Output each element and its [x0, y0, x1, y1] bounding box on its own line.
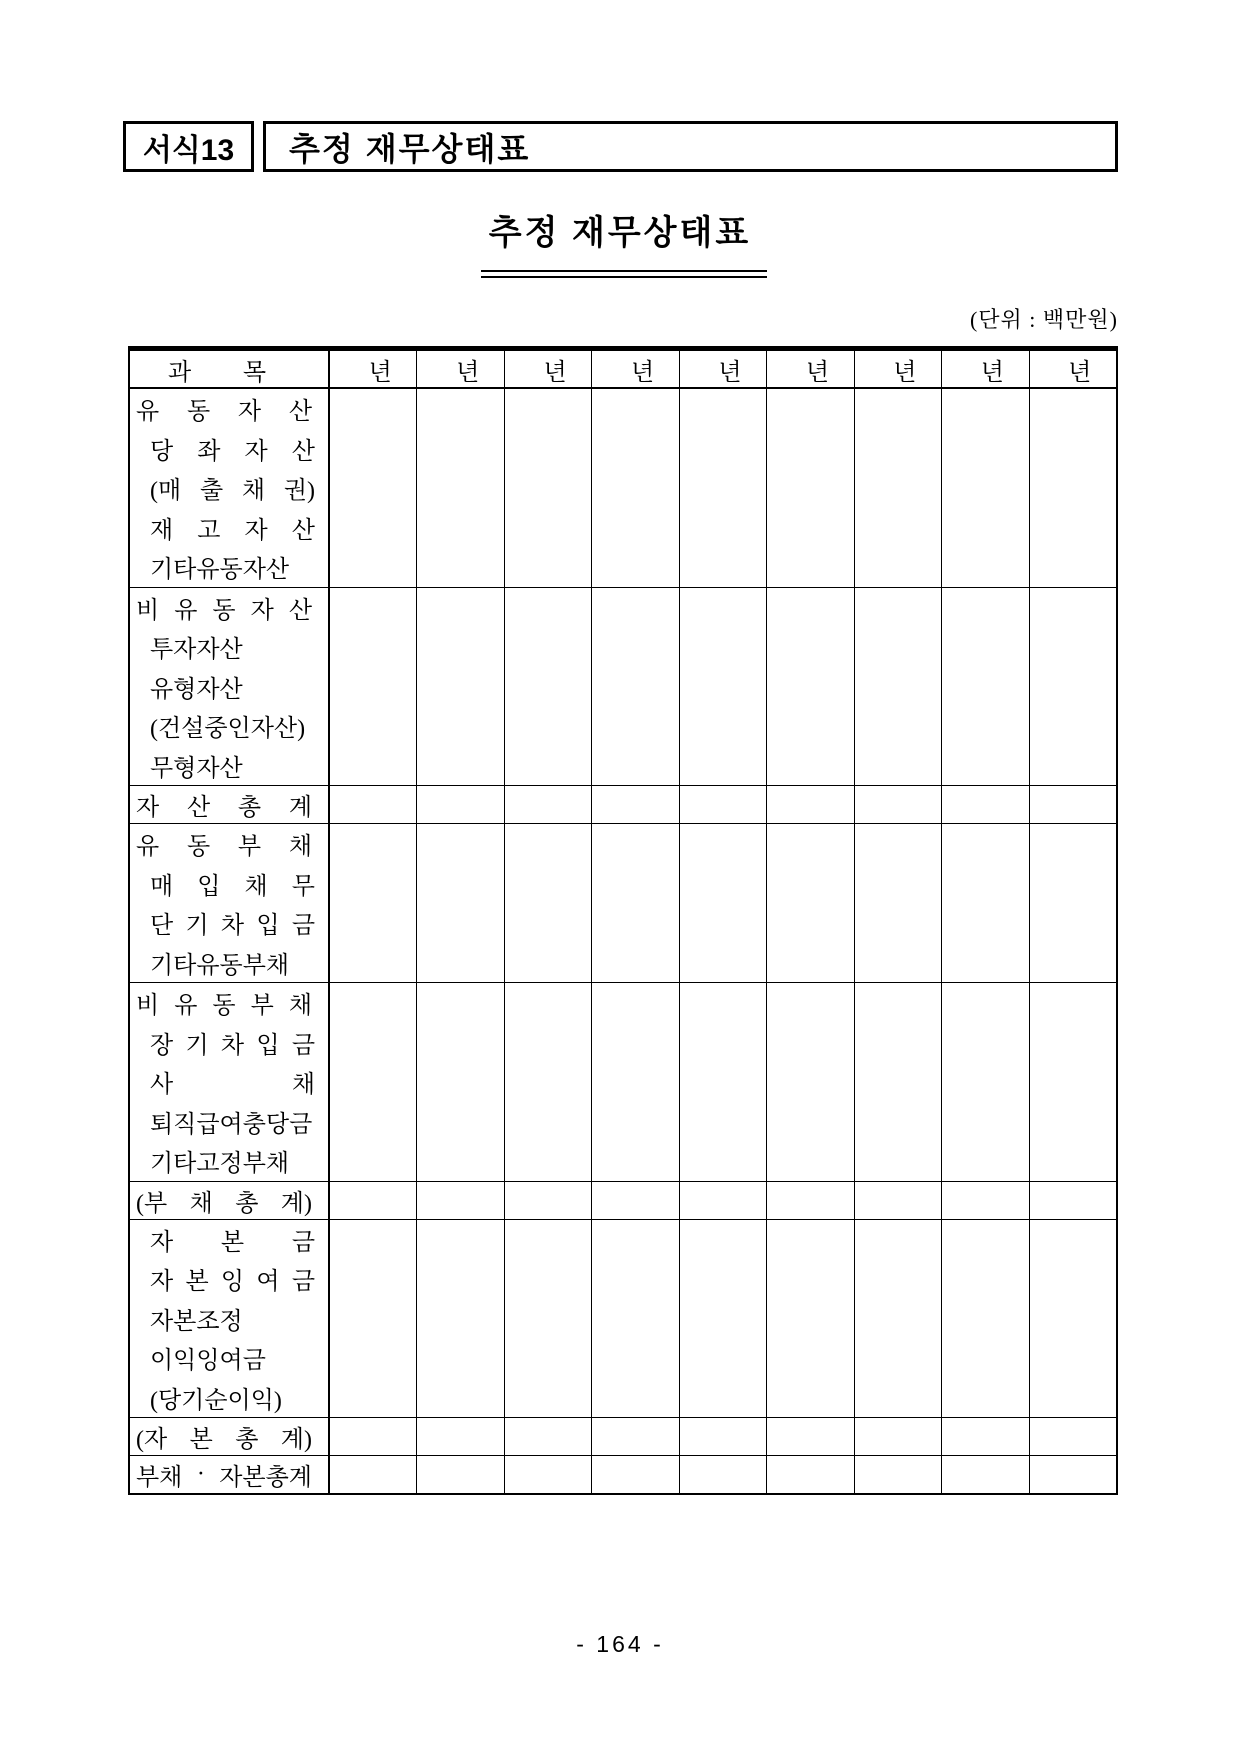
label-token: 채	[244, 873, 268, 900]
label-token: 사	[150, 1072, 174, 1099]
header-year-cell: 년	[942, 351, 1029, 387]
data-cell	[767, 983, 854, 1181]
data-cell	[942, 1418, 1029, 1455]
data-cell	[1030, 1220, 1116, 1418]
row-label: 기타유동부채	[150, 952, 290, 979]
row-label	[130, 1456, 328, 1493]
data-cell	[330, 1418, 417, 1455]
row-label: 투자자산	[150, 637, 243, 664]
label-token: 계)	[280, 1190, 312, 1217]
label-token: 유	[174, 993, 198, 1020]
label-token: 유	[174, 597, 198, 624]
data-cell	[767, 786, 854, 823]
data-cell	[505, 983, 592, 1181]
row-label: 유형자산	[150, 676, 243, 703]
row-label	[130, 864, 328, 904]
data-cell	[767, 824, 854, 982]
row-label	[130, 1062, 328, 1102]
header-year-cell: 년	[592, 351, 679, 387]
data-cell	[592, 588, 679, 786]
data-cell	[767, 1418, 854, 1455]
data-cell	[505, 1220, 592, 1418]
row-label-cell	[130, 1182, 330, 1219]
row-label	[130, 903, 328, 943]
row-label: 자본조정	[150, 1308, 243, 1335]
row-label-cell	[130, 824, 330, 982]
header-year-cell: 년	[767, 351, 854, 387]
row-label	[130, 1182, 328, 1219]
label-token: 산	[288, 399, 312, 426]
data-cell	[680, 389, 767, 587]
label-token: 자	[244, 438, 268, 465]
data-cell	[417, 1182, 504, 1219]
label-token: (자	[136, 1427, 168, 1453]
data-cell	[417, 1418, 504, 1455]
label-token: 자본총계	[219, 1465, 312, 1491]
data-cell	[592, 983, 679, 1181]
data-cell	[855, 1456, 942, 1493]
table-group-row	[130, 1220, 1116, 1419]
data-cell	[942, 1220, 1029, 1418]
label-token: 산	[288, 597, 312, 624]
document-title: 추정 재무상태표	[488, 215, 752, 252]
header-item-label	[130, 351, 328, 387]
data-cell	[330, 824, 417, 982]
label-token: 목	[242, 359, 266, 386]
label-token: 금	[291, 1032, 315, 1059]
label-token: 금	[291, 1229, 315, 1256]
label-token: 본	[220, 1229, 245, 1256]
label-token: 채	[241, 478, 266, 505]
data-cell	[505, 824, 592, 982]
label-token: 기	[185, 913, 209, 940]
label-token: 차	[220, 1032, 245, 1059]
data-cell	[330, 983, 417, 1181]
data-cell	[767, 588, 854, 786]
label-token: 총	[237, 795, 262, 821]
data-cell	[330, 1220, 417, 1418]
data-cell	[592, 1456, 679, 1493]
table-header-row	[130, 351, 1116, 389]
label-token: 당	[150, 438, 174, 465]
row-label	[130, 508, 328, 548]
row-label	[130, 983, 328, 1023]
data-cell	[505, 1456, 592, 1493]
data-cell	[505, 389, 592, 587]
row-label: 기타유동자산	[150, 557, 290, 584]
data-cell	[505, 1418, 592, 1455]
header-year-cell: 년	[505, 351, 592, 387]
data-cell	[592, 1182, 679, 1219]
header-year-cell: 년	[1068, 359, 1092, 386]
data-cell	[417, 588, 504, 786]
header-item-cell	[130, 351, 330, 387]
row-label-cell	[130, 1418, 330, 1455]
header-year-cell: 년	[417, 351, 504, 387]
data-cell	[942, 1456, 1029, 1493]
data-cell	[942, 389, 1029, 587]
data-cell	[680, 588, 767, 786]
label-token: (부	[136, 1190, 168, 1217]
data-cell	[855, 824, 942, 982]
data-cell	[680, 983, 767, 1181]
label-token: 채	[291, 1072, 315, 1099]
data-cell	[1030, 824, 1116, 982]
label-token: 비	[136, 597, 160, 624]
data-cell	[330, 389, 417, 587]
data-cell	[417, 786, 504, 823]
data-cell	[330, 588, 417, 786]
label-token: 자	[237, 399, 262, 426]
data-cell	[417, 983, 504, 1181]
table-group-row	[130, 588, 1116, 787]
data-cell	[855, 983, 942, 1181]
data-cell	[767, 389, 854, 587]
label-token: (매	[150, 478, 182, 505]
label-token: 금	[291, 1269, 315, 1296]
label-token: 입	[256, 1032, 280, 1059]
data-cell	[417, 824, 504, 982]
label-token: 본	[189, 1427, 213, 1453]
data-cell	[330, 1456, 417, 1493]
label-token: 유	[136, 399, 160, 426]
data-cell	[592, 389, 679, 587]
row-label	[130, 1220, 328, 1260]
data-cell	[1030, 1456, 1116, 1493]
label-token: 자	[150, 1229, 174, 1256]
table-group-row	[130, 983, 1116, 1182]
label-token: 자	[244, 517, 268, 544]
table-group-row	[130, 389, 1116, 588]
label-token: 동	[186, 834, 211, 861]
label-token: 비	[136, 993, 160, 1020]
data-cell	[767, 1456, 854, 1493]
label-token: 동	[186, 399, 211, 426]
table-group-row	[130, 786, 1116, 824]
label-token: 단	[150, 913, 174, 940]
data-cell	[592, 786, 679, 823]
label-token: 기	[185, 1032, 209, 1059]
financial-table	[128, 346, 1118, 1495]
data-cell	[680, 1418, 767, 1455]
label-token: 계)	[280, 1427, 312, 1453]
label-token: 잉	[220, 1269, 245, 1296]
label-token: 재	[150, 517, 174, 544]
data-cell	[505, 1182, 592, 1219]
data-cell	[505, 588, 592, 786]
label-token: ·	[196, 1461, 205, 1487]
title-double-underline	[481, 270, 767, 278]
label-token: 매	[150, 873, 174, 900]
label-token: 부채	[136, 1465, 183, 1491]
header-year-cell: 년	[680, 351, 767, 387]
label-token: 부	[250, 993, 274, 1020]
row-label: (당기순이익)	[150, 1387, 282, 1414]
row-label-cell	[130, 1456, 330, 1493]
row-label: 기타고정부채	[150, 1151, 290, 1178]
row-label: 이익잉여금	[150, 1348, 266, 1375]
data-cell	[330, 786, 417, 823]
table-group-row	[130, 1456, 1116, 1493]
data-cell	[942, 786, 1029, 823]
data-cell	[680, 1220, 767, 1418]
data-cell	[942, 1182, 1029, 1219]
data-cell	[417, 1220, 504, 1418]
data-cell	[942, 983, 1029, 1181]
data-cell	[855, 1220, 942, 1418]
label-token: 동	[212, 597, 236, 624]
data-cell	[855, 588, 942, 786]
label-token: 채	[288, 993, 312, 1020]
data-cell	[505, 786, 592, 823]
label-token: 여	[256, 1269, 280, 1296]
page-number: - 164 -	[576, 1631, 664, 1657]
label-token: 총	[235, 1427, 259, 1453]
label-token: 총	[235, 1190, 259, 1217]
table-group-row	[130, 1418, 1116, 1456]
unit-note: (단위 : 백만원)	[969, 307, 1118, 332]
label-token: 채	[189, 1190, 213, 1217]
label-token: 산	[291, 517, 315, 544]
label-token: 부	[237, 834, 262, 861]
data-cell	[767, 1220, 854, 1418]
label-token: 무	[291, 873, 315, 900]
data-cell	[855, 1418, 942, 1455]
label-token: 장	[150, 1032, 174, 1059]
data-cell	[767, 1182, 854, 1219]
data-cell	[942, 824, 1029, 982]
header-year-cell: 년	[855, 351, 942, 387]
data-cell	[592, 824, 679, 982]
label-token: 본	[185, 1269, 209, 1296]
label-token: 계	[288, 795, 312, 821]
label-token: 금	[291, 913, 315, 940]
label-token: 자	[136, 795, 160, 821]
row-label	[130, 1418, 328, 1455]
row-label	[130, 1023, 328, 1063]
label-token: 채	[288, 834, 312, 861]
row-label-cell	[130, 1220, 330, 1418]
label-token: 유	[136, 834, 160, 861]
label-token: 자	[250, 597, 274, 624]
label-token: 산	[186, 795, 211, 821]
row-label	[130, 824, 328, 864]
label-token: 과	[168, 359, 192, 386]
data-cell	[330, 1182, 417, 1219]
row-label: (건설중인자산)	[150, 716, 306, 743]
data-cell	[1030, 1182, 1116, 1219]
row-label-cell	[130, 389, 330, 587]
data-cell	[680, 824, 767, 982]
row-label	[130, 389, 328, 429]
data-cell	[592, 1220, 679, 1418]
label-token: 동	[212, 993, 236, 1020]
form-header	[123, 121, 1118, 172]
data-cell	[680, 786, 767, 823]
table-group-row	[130, 1182, 1116, 1220]
label-token: 자	[150, 1269, 174, 1296]
data-cell	[417, 389, 504, 587]
data-cell	[680, 1456, 767, 1493]
data-cell	[1030, 983, 1116, 1181]
data-cell	[592, 1418, 679, 1455]
row-label-cell	[130, 983, 330, 1181]
row-label	[130, 429, 328, 469]
data-cell	[855, 786, 942, 823]
row-label: 퇴직급여충당금	[150, 1111, 313, 1138]
row-label-cell	[130, 588, 330, 786]
data-cell	[942, 588, 1029, 786]
row-label-cell	[130, 786, 330, 823]
data-cell	[417, 1456, 504, 1493]
row-label	[130, 588, 328, 628]
data-cell	[1030, 389, 1116, 587]
form-title-bar: 추정 재무상태표	[263, 121, 1118, 172]
table-group-row	[130, 824, 1116, 983]
data-cell	[1030, 1418, 1116, 1455]
form-code-badge: 서식13	[123, 121, 254, 172]
label-token: 고	[197, 517, 221, 544]
label-token: 입	[256, 913, 280, 940]
data-cell	[855, 1182, 942, 1219]
row-label	[130, 1259, 328, 1299]
data-cell	[680, 1182, 767, 1219]
label-token: 권)	[283, 478, 315, 505]
row-label	[130, 468, 328, 508]
data-cell	[1030, 588, 1116, 786]
label-token: 산	[291, 438, 315, 465]
header-year-cell: 년	[330, 351, 417, 387]
label-token: 입	[197, 873, 221, 900]
row-label	[130, 786, 328, 823]
data-cell	[1030, 786, 1116, 823]
label-token: 좌	[197, 438, 221, 465]
data-cell	[855, 389, 942, 587]
row-label: 무형자산	[150, 755, 243, 782]
label-token: 차	[220, 913, 245, 940]
label-token: 출	[199, 478, 224, 505]
